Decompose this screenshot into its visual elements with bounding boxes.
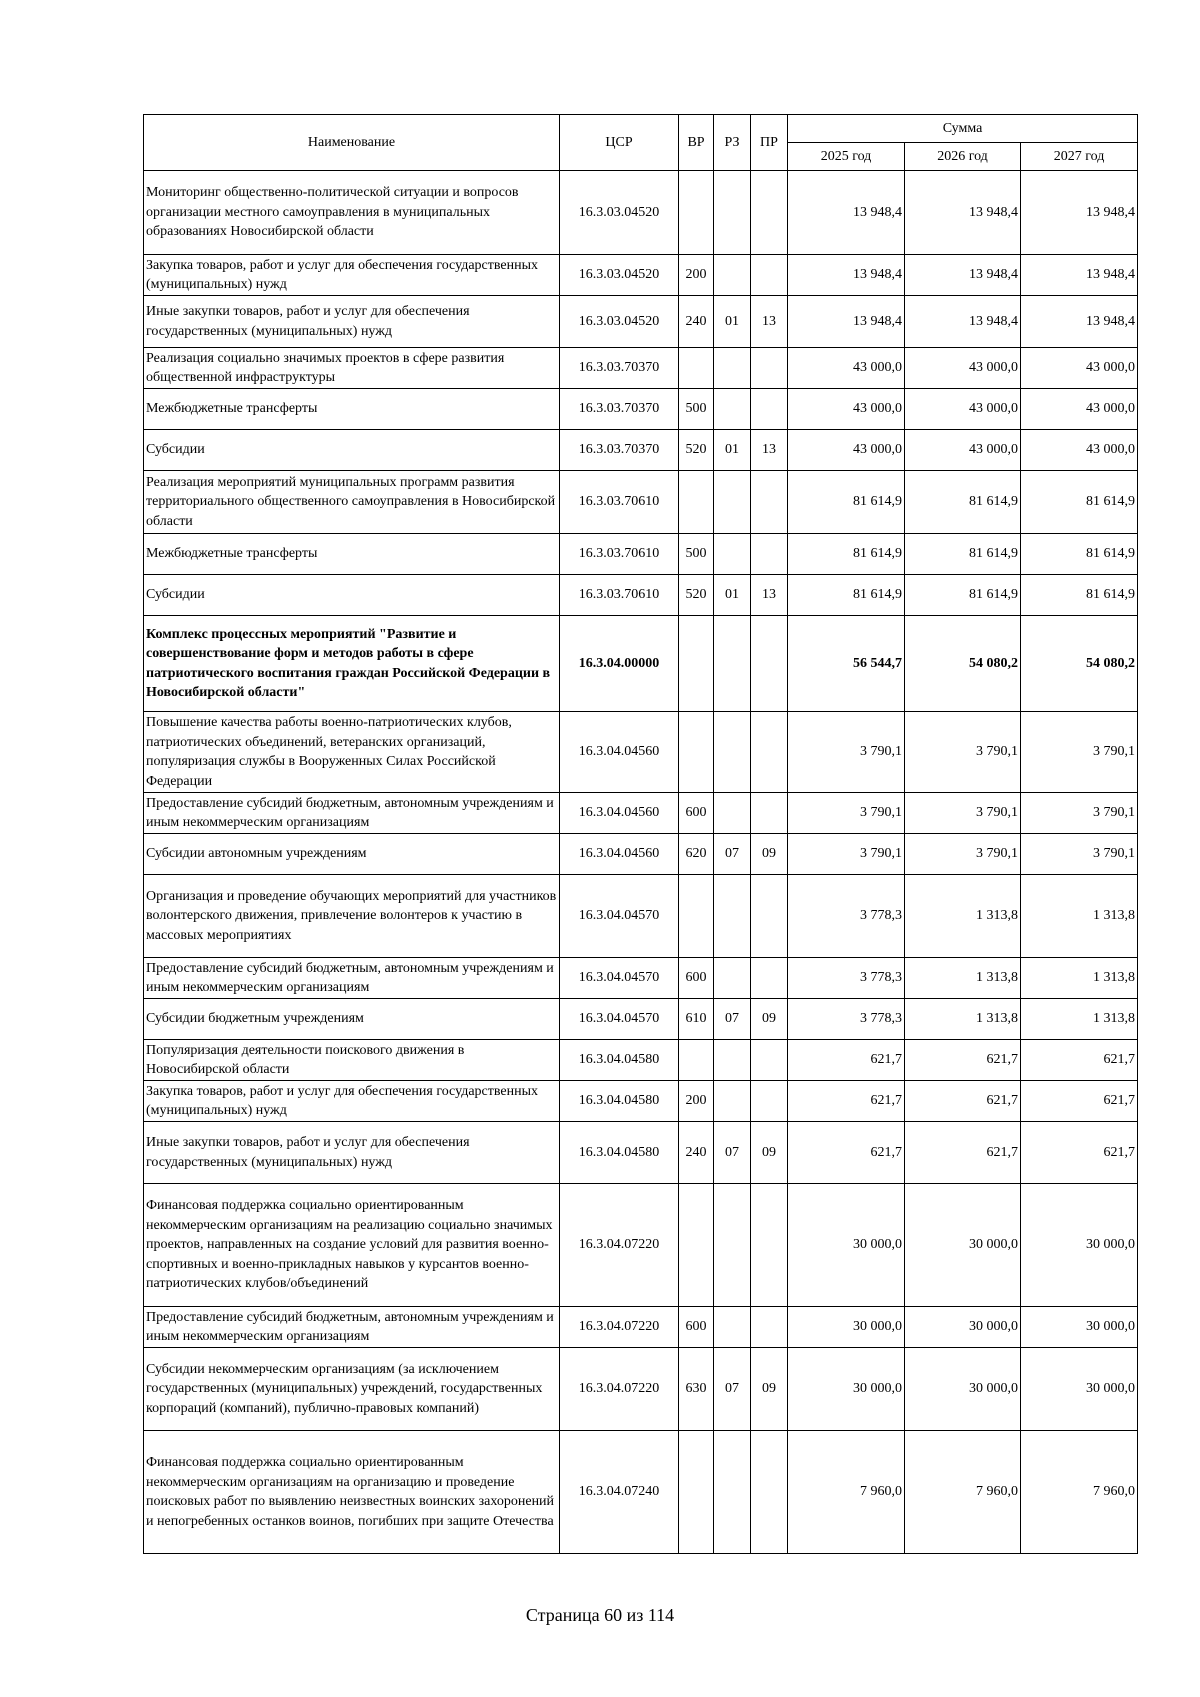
- row-vr-cell: [679, 875, 714, 958]
- table-row: [144, 875, 1138, 958]
- header-name: Наименование: [144, 115, 560, 171]
- table-row: [144, 534, 1138, 575]
- row-name-cell: Субсидии бюджетным учреждениям: [144, 999, 560, 1040]
- row-csr-cell: 16.3.04.04580: [560, 1040, 679, 1081]
- row-rz-cell: [714, 793, 751, 834]
- row-sum-2025-cell: 43 000,0: [788, 389, 905, 430]
- row-sum-2025-cell: 3 778,3: [788, 875, 905, 958]
- row-csr-cell: 16.3.04.04560: [560, 834, 679, 875]
- row-rz-cell: [714, 1431, 751, 1554]
- row-sum-2026-cell: 81 614,9: [905, 575, 1021, 616]
- table-row: [144, 1184, 1138, 1307]
- row-vr-cell: [679, 616, 714, 712]
- row-sum-2027-cell: 3 790,1: [1021, 712, 1138, 793]
- row-sum-2027-cell: 13 948,4: [1021, 296, 1138, 348]
- row-rz-cell: 01: [714, 430, 751, 471]
- row-vr-cell: [679, 1040, 714, 1081]
- row-sum-2027-cell: 54 080,2: [1021, 616, 1138, 712]
- row-rz-cell: [714, 1040, 751, 1081]
- table-row: [144, 255, 1138, 296]
- header-year-2026: 2026 год: [905, 143, 1021, 171]
- budget-table: [143, 114, 1138, 1554]
- row-csr-cell: 16.3.04.07240: [560, 1431, 679, 1554]
- row-csr-cell: 16.3.04.04580: [560, 1122, 679, 1184]
- row-rz-cell: 07: [714, 1348, 751, 1431]
- row-sum-2025-cell: 621,7: [788, 1122, 905, 1184]
- row-vr-cell: 600: [679, 1307, 714, 1348]
- table-row: [144, 471, 1138, 534]
- table-body: [144, 171, 1138, 1554]
- table-row: [144, 348, 1138, 389]
- row-rz-cell: 01: [714, 575, 751, 616]
- row-name-cell: Предоставление субсидий бюджетным, автономным учреждениям и иным некоммерческим организациям: [144, 1307, 560, 1348]
- row-rz-cell: [714, 958, 751, 999]
- row-pr-cell: [751, 616, 788, 712]
- row-rz-cell: [714, 471, 751, 534]
- row-vr-cell: [679, 171, 714, 255]
- row-sum-2025-cell: 3 778,3: [788, 958, 905, 999]
- row-sum-2025-cell: 30 000,0: [788, 1348, 905, 1431]
- row-sum-2025-cell: 3 778,3: [788, 999, 905, 1040]
- row-vr-cell: 500: [679, 534, 714, 575]
- row-sum-2025-cell: 13 948,4: [788, 255, 905, 296]
- row-rz-cell: [714, 534, 751, 575]
- row-pr-cell: 09: [751, 999, 788, 1040]
- row-sum-2027-cell: 1 313,8: [1021, 958, 1138, 999]
- row-pr-cell: [751, 255, 788, 296]
- header-pr: ПР: [751, 115, 788, 171]
- page-number: Страница 60 из 114: [525, 1605, 675, 1625]
- row-vr-cell: 630: [679, 1348, 714, 1431]
- row-sum-2026-cell: 13 948,4: [905, 255, 1021, 296]
- row-vr-cell: [679, 471, 714, 534]
- table-row: [144, 1348, 1138, 1431]
- row-sum-2025-cell: 3 790,1: [788, 834, 905, 875]
- row-sum-2026-cell: 1 313,8: [905, 875, 1021, 958]
- row-sum-2026-cell: 3 790,1: [905, 712, 1021, 793]
- row-sum-2026-cell: 81 614,9: [905, 534, 1021, 575]
- row-name-cell: Субсидии автономным учреждениям: [144, 834, 560, 875]
- table-row: [144, 1307, 1138, 1348]
- row-sum-2026-cell: 1 313,8: [905, 958, 1021, 999]
- row-name-cell: Закупка товаров, работ и услуг для обеспечения государственных (муниципальных) нужд: [144, 255, 560, 296]
- row-vr-cell: 600: [679, 958, 714, 999]
- row-name-cell: Реализация социально значимых проектов в сфере развития общественной инфраструктуры: [144, 348, 560, 389]
- row-sum-2026-cell: 13 948,4: [905, 171, 1021, 255]
- row-name-cell: Финансовая поддержка социально ориентированным некоммерческим организациям на организацию и проведение поисковых работ по выявлению неизвестных воинских захоронений и непогребенных останков воинов, погибших при защите Отечества: [144, 1431, 560, 1554]
- row-sum-2027-cell: 621,7: [1021, 1122, 1138, 1184]
- row-vr-cell: 200: [679, 255, 714, 296]
- row-csr-cell: 16.3.03.70370: [560, 389, 679, 430]
- row-vr-cell: 620: [679, 834, 714, 875]
- row-sum-2025-cell: 30 000,0: [788, 1184, 905, 1307]
- row-vr-cell: [679, 1431, 714, 1554]
- row-csr-cell: 16.3.04.07220: [560, 1184, 679, 1307]
- row-rz-cell: [714, 348, 751, 389]
- row-sum-2027-cell: 43 000,0: [1021, 430, 1138, 471]
- row-rz-cell: [714, 712, 751, 793]
- row-name-cell: Предоставление субсидий бюджетным, автономным учреждениям и иным некоммерческим организациям: [144, 958, 560, 999]
- header-csr: ЦСР: [560, 115, 679, 171]
- row-name-cell: Повышение качества работы военно-патриотических клубов, патриотических объединений, ветеранских организаций, популяризация службы в Вооруженных Силах Российской Федерации: [144, 712, 560, 793]
- row-sum-2026-cell: 621,7: [905, 1081, 1021, 1122]
- row-csr-cell: 16.3.04.04570: [560, 875, 679, 958]
- row-pr-cell: [751, 1184, 788, 1307]
- row-csr-cell: 16.3.03.04520: [560, 296, 679, 348]
- table-row: [144, 999, 1138, 1040]
- row-name-cell: Иные закупки товаров, работ и услуг для обеспечения государственных (муниципальных) нужд: [144, 1122, 560, 1184]
- row-rz-cell: 07: [714, 834, 751, 875]
- row-sum-2025-cell: 13 948,4: [788, 171, 905, 255]
- row-rz-cell: [714, 389, 751, 430]
- row-pr-cell: [751, 471, 788, 534]
- row-sum-2027-cell: 1 313,8: [1021, 875, 1138, 958]
- row-vr-cell: 520: [679, 575, 714, 616]
- row-name-cell: Межбюджетные трансферты: [144, 534, 560, 575]
- row-csr-cell: 16.3.04.04570: [560, 999, 679, 1040]
- row-vr-cell: 240: [679, 1122, 714, 1184]
- row-pr-cell: 13: [751, 296, 788, 348]
- row-sum-2026-cell: 43 000,0: [905, 389, 1021, 430]
- row-csr-cell: 16.3.04.07220: [560, 1307, 679, 1348]
- row-csr-cell: 16.3.03.70370: [560, 348, 679, 389]
- row-pr-cell: [751, 1307, 788, 1348]
- row-rz-cell: 01: [714, 296, 751, 348]
- row-rz-cell: [714, 1307, 751, 1348]
- row-name-cell: Организация и проведение обучающих мероприятий для участников волонтерского движения, привлечение волонтеров к участию в массовых мероприятиях: [144, 875, 560, 958]
- row-vr-cell: [679, 348, 714, 389]
- row-csr-cell: 16.3.03.70370: [560, 430, 679, 471]
- row-pr-cell: [751, 958, 788, 999]
- table-row: [144, 958, 1138, 999]
- row-pr-cell: 09: [751, 1348, 788, 1431]
- table-row: [144, 575, 1138, 616]
- row-csr-cell: 16.3.04.07220: [560, 1348, 679, 1431]
- row-rz-cell: [714, 875, 751, 958]
- row-csr-cell: 16.3.04.04570: [560, 958, 679, 999]
- row-vr-cell: 600: [679, 793, 714, 834]
- row-rz-cell: 07: [714, 1122, 751, 1184]
- table-row: [144, 616, 1138, 712]
- row-rz-cell: [714, 616, 751, 712]
- row-sum-2025-cell: 81 614,9: [788, 575, 905, 616]
- row-sum-2027-cell: 30 000,0: [1021, 1348, 1138, 1431]
- row-sum-2026-cell: 621,7: [905, 1040, 1021, 1081]
- row-name-cell: Комплекс процессных мероприятий "Развитие и совершенствование форм и методов работы в сфере патриотического воспитания граждан Российской Федерации в Новосибирской области": [144, 616, 560, 712]
- row-sum-2026-cell: 621,7: [905, 1122, 1021, 1184]
- row-sum-2027-cell: 1 313,8: [1021, 999, 1138, 1040]
- row-csr-cell: 16.3.03.04520: [560, 171, 679, 255]
- row-sum-2027-cell: 43 000,0: [1021, 348, 1138, 389]
- row-pr-cell: [751, 1431, 788, 1554]
- row-sum-2026-cell: 54 080,2: [905, 616, 1021, 712]
- row-pr-cell: [751, 1081, 788, 1122]
- row-name-cell: Реализация мероприятий муниципальных программ развития территориального общественного самоуправления в Новосибирской области: [144, 471, 560, 534]
- row-sum-2025-cell: 13 948,4: [788, 296, 905, 348]
- row-sum-2026-cell: 43 000,0: [905, 348, 1021, 389]
- row-sum-2026-cell: 1 313,8: [905, 999, 1021, 1040]
- row-name-cell: Субсидии: [144, 575, 560, 616]
- row-sum-2025-cell: 30 000,0: [788, 1307, 905, 1348]
- row-vr-cell: 240: [679, 296, 714, 348]
- row-pr-cell: [751, 875, 788, 958]
- table-row: [144, 389, 1138, 430]
- row-sum-2025-cell: 7 960,0: [788, 1431, 905, 1554]
- header-year-2027: 2027 год: [1021, 143, 1138, 171]
- row-sum-2026-cell: 13 948,4: [905, 296, 1021, 348]
- row-pr-cell: [751, 712, 788, 793]
- row-sum-2027-cell: 81 614,9: [1021, 575, 1138, 616]
- row-pr-cell: 09: [751, 834, 788, 875]
- row-csr-cell: 16.3.03.04520: [560, 255, 679, 296]
- row-name-cell: Субсидии: [144, 430, 560, 471]
- row-pr-cell: [751, 1040, 788, 1081]
- row-sum-2026-cell: 30 000,0: [905, 1348, 1021, 1431]
- row-csr-cell: 16.3.04.04560: [560, 793, 679, 834]
- row-rz-cell: [714, 1184, 751, 1307]
- row-pr-cell: [751, 171, 788, 255]
- row-rz-cell: [714, 1081, 751, 1122]
- row-sum-2027-cell: 81 614,9: [1021, 534, 1138, 575]
- row-vr-cell: 610: [679, 999, 714, 1040]
- row-sum-2026-cell: 3 790,1: [905, 793, 1021, 834]
- row-csr-cell: 16.3.03.70610: [560, 471, 679, 534]
- row-sum-2027-cell: 3 790,1: [1021, 834, 1138, 875]
- table-row: [144, 171, 1138, 255]
- row-name-cell: Межбюджетные трансферты: [144, 389, 560, 430]
- row-sum-2027-cell: 7 960,0: [1021, 1431, 1138, 1554]
- row-rz-cell: [714, 255, 751, 296]
- row-sum-2026-cell: 30 000,0: [905, 1307, 1021, 1348]
- row-sum-2026-cell: 43 000,0: [905, 430, 1021, 471]
- row-sum-2025-cell: 43 000,0: [788, 348, 905, 389]
- row-sum-2027-cell: 621,7: [1021, 1040, 1138, 1081]
- row-pr-cell: 09: [751, 1122, 788, 1184]
- row-csr-cell: 16.3.03.70610: [560, 575, 679, 616]
- row-sum-2027-cell: 13 948,4: [1021, 171, 1138, 255]
- row-sum-2027-cell: 621,7: [1021, 1081, 1138, 1122]
- row-sum-2025-cell: 43 000,0: [788, 430, 905, 471]
- row-vr-cell: 500: [679, 389, 714, 430]
- table-row: [144, 834, 1138, 875]
- row-sum-2027-cell: 30 000,0: [1021, 1307, 1138, 1348]
- row-name-cell: Субсидии некоммерческим организациям (за исключением государственных (муниципальных) учреждений, государственных корпораций (компаний), публично-правовых компаний): [144, 1348, 560, 1431]
- row-csr-cell: 16.3.03.70610: [560, 534, 679, 575]
- table-row: [144, 1431, 1138, 1554]
- header-rz: РЗ: [714, 115, 751, 171]
- row-name-cell: Иные закупки товаров, работ и услуг для обеспечения государственных (муниципальных) нужд: [144, 296, 560, 348]
- row-sum-2025-cell: 81 614,9: [788, 534, 905, 575]
- header-sum: Сумма: [788, 115, 1138, 143]
- row-pr-cell: [751, 348, 788, 389]
- row-sum-2026-cell: 7 960,0: [905, 1431, 1021, 1554]
- row-csr-cell: 16.3.04.04580: [560, 1081, 679, 1122]
- row-vr-cell: [679, 712, 714, 793]
- row-sum-2026-cell: 30 000,0: [905, 1184, 1021, 1307]
- row-sum-2026-cell: 3 790,1: [905, 834, 1021, 875]
- row-sum-2027-cell: 3 790,1: [1021, 793, 1138, 834]
- row-sum-2025-cell: 3 790,1: [788, 712, 905, 793]
- row-vr-cell: [679, 1184, 714, 1307]
- row-rz-cell: 07: [714, 999, 751, 1040]
- row-csr-cell: 16.3.04.04560: [560, 712, 679, 793]
- row-vr-cell: 200: [679, 1081, 714, 1122]
- row-sum-2027-cell: 43 000,0: [1021, 389, 1138, 430]
- row-rz-cell: [714, 171, 751, 255]
- row-sum-2027-cell: 30 000,0: [1021, 1184, 1138, 1307]
- table-row: [144, 1081, 1138, 1122]
- row-name-cell: Мониторинг общественно-политической ситуации и вопросов организации местного самоуправления в муниципальных образованиях Новосибирской области: [144, 171, 560, 255]
- row-name-cell: Закупка товаров, работ и услуг для обеспечения государственных (муниципальных) нужд: [144, 1081, 560, 1122]
- row-vr-cell: 520: [679, 430, 714, 471]
- row-pr-cell: 13: [751, 430, 788, 471]
- table-row: [144, 712, 1138, 793]
- row-pr-cell: [751, 389, 788, 430]
- row-sum-2027-cell: 13 948,4: [1021, 255, 1138, 296]
- row-name-cell: Популяризация деятельности поискового движения в Новосибирской области: [144, 1040, 560, 1081]
- row-sum-2027-cell: 81 614,9: [1021, 471, 1138, 534]
- table-row: [144, 430, 1138, 471]
- row-name-cell: Предоставление субсидий бюджетным, автономным учреждениям и иным некоммерческим организациям: [144, 793, 560, 834]
- header-year-2025: 2025 год: [788, 143, 905, 171]
- row-pr-cell: [751, 534, 788, 575]
- header-vr: ВР: [679, 115, 714, 171]
- row-sum-2025-cell: 56 544,7: [788, 616, 905, 712]
- row-sum-2025-cell: 81 614,9: [788, 471, 905, 534]
- row-sum-2025-cell: 621,7: [788, 1081, 905, 1122]
- table-row: [144, 1040, 1138, 1081]
- row-sum-2025-cell: 621,7: [788, 1040, 905, 1081]
- table-row: [144, 1122, 1138, 1184]
- table-row: [144, 793, 1138, 834]
- row-sum-2025-cell: 3 790,1: [788, 793, 905, 834]
- table-header: [144, 115, 1138, 171]
- row-csr-cell: 16.3.04.00000: [560, 616, 679, 712]
- row-pr-cell: [751, 793, 788, 834]
- row-name-cell: Финансовая поддержка социально ориентированным некоммерческим организациям на реализацию социально значимых проектов, направленных на создание условий для развития военно-спортивных и военно-прикладных навыков у курсантов военно-патриотических клубов/объединений: [144, 1184, 560, 1307]
- table-row: [144, 296, 1138, 348]
- row-pr-cell: 13: [751, 575, 788, 616]
- row-sum-2026-cell: 81 614,9: [905, 471, 1021, 534]
